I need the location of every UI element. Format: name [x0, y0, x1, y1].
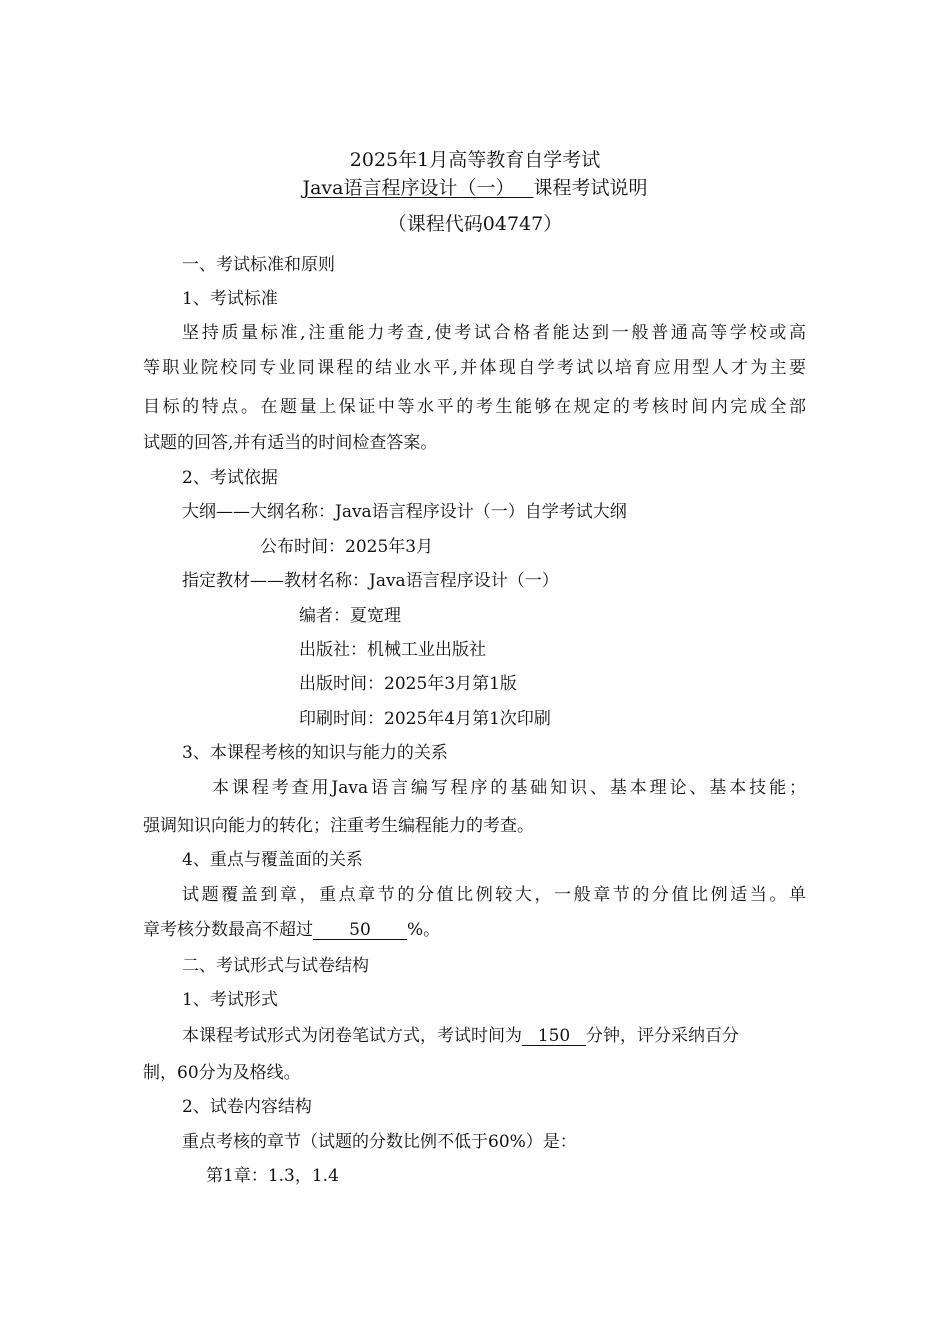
- textbook-line: 指定教材——教材名称：Java语言程序设计（一）: [182, 571, 559, 591]
- document-title: 2025年1月高等教育自学考试: [349, 149, 601, 171]
- paragraph-line: 制，60分为及格线。: [143, 1063, 301, 1083]
- section1-heading: 一、考试标准和原则: [182, 255, 335, 275]
- exam-time-prefix: 本课程考试形式为闭卷笔试方式，考试时间为: [182, 1026, 522, 1046]
- exam-time-suffix: 分钟，评分采纳百分: [586, 1026, 739, 1046]
- section2-sub1-heading: 1、考试形式: [182, 990, 278, 1010]
- paragraph-line: 目标的特点。在题量上保证中等水平的考生能够在规定的考核时间内完成全部: [143, 397, 806, 417]
- paragraph-line: 强调知识向能力的转化；注重考生编程能力的考查。: [143, 816, 534, 836]
- course-name-underline-gap: [515, 177, 534, 199]
- paragraph-line: 试题的回答,并有适当的时间检查答案。: [143, 433, 438, 453]
- paragraph-line: 重点考核的章节（试题的分数比例不低于60%）是：: [182, 1132, 577, 1152]
- textbook-printing: 印刷时间：2025年4月第1次印刷: [299, 709, 551, 729]
- course-name: Java语言程序设计（一）: [302, 177, 515, 199]
- paragraph-line: [182, 1024, 739, 1048]
- section2-heading: 二、考试形式与试卷结构: [182, 956, 369, 976]
- section1-sub2-heading: 2、考试依据: [182, 468, 278, 488]
- section1-sub4-heading: 4、重点与覆盖面的关系: [182, 850, 363, 870]
- paragraph-line: 试题覆盖到章，重点章节的分值比例较大，一般章节的分值比例适当。单: [182, 885, 806, 905]
- max-score-prefix: 章考核分数最高不超过: [143, 920, 313, 940]
- exam-time-value: 150: [522, 1027, 586, 1046]
- textbook-publisher: 出版社：机械工业出版社: [299, 640, 486, 660]
- paragraph-line: 本课程考查用Java语言编写程序的基础知识、基本理论、基本技能；: [212, 778, 806, 798]
- textbook-edition: 出版时间：2025年3月第1版: [299, 674, 517, 694]
- section2-sub2-heading: 2、试卷内容结构: [182, 1097, 312, 1117]
- syllabus-published: 公布时间：2025年3月: [260, 537, 434, 557]
- section1-sub3-heading: 3、本课程考核的知识与能力的关系: [182, 743, 448, 763]
- paragraph-line: [143, 918, 440, 942]
- section1-sub1-heading: 1、考试标准: [182, 289, 278, 309]
- course-code: （课程代码04747）: [387, 213, 563, 235]
- document-subtitle: [0, 176, 950, 200]
- chapter-line: 第1章：1.3，1.4: [206, 1166, 339, 1186]
- subtitle-rest: 课程考试说明: [533, 177, 648, 199]
- syllabus-line: 大纲——大纲名称：Java语言程序设计（一）自学考试大纲: [182, 502, 627, 522]
- paragraph-line: 坚持质量标准,注重能力考查,使考试合格者能达到一般普通高等学校或高: [182, 323, 806, 343]
- paragraph-line: 等职业院校同专业同课程的结业水平,并体现自学考试以培育应用型人才为主要: [143, 358, 806, 378]
- max-score-suffix: %。: [407, 920, 441, 940]
- max-score-value: 50: [313, 921, 407, 940]
- textbook-editor: 编者：夏宽理: [299, 606, 401, 626]
